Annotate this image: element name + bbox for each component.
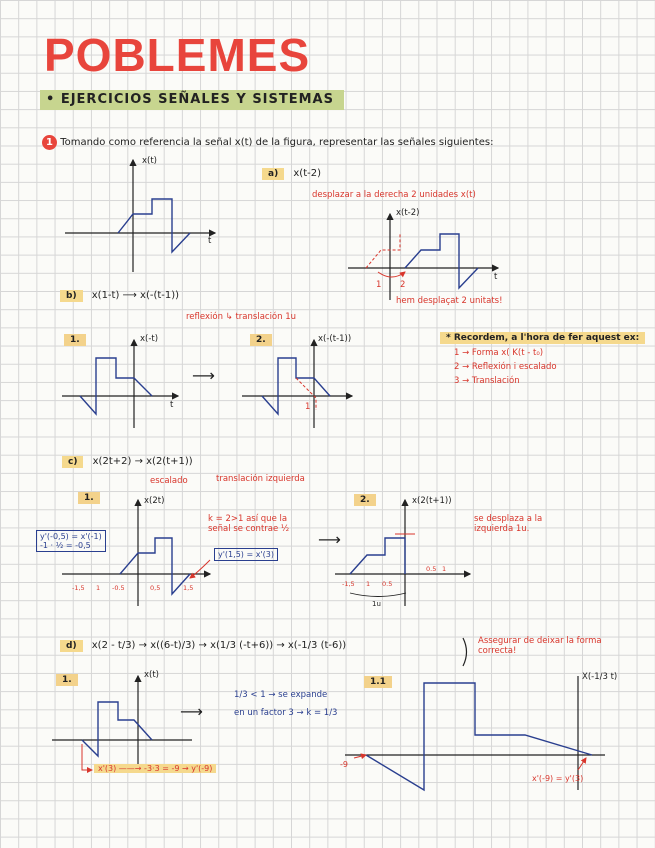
part-d-note: Assegurar de deixar la forma correcta!	[478, 636, 602, 656]
part-d-arrow: ⟶	[180, 702, 203, 721]
part-c	[62, 456, 193, 467]
part-d-tick-neg9: -9	[340, 760, 348, 769]
plot-x-minus-t	[62, 340, 178, 428]
page-title: POBLEMES	[44, 29, 311, 81]
box-y-neg05	[36, 530, 106, 552]
ghost-signal	[366, 234, 400, 268]
part-d-cond1: 1/3 < 1 → se expande	[234, 690, 328, 700]
c2-tick-4: 1	[442, 565, 447, 573]
label-x-minus-t1: x(-(t-1))	[318, 334, 352, 344]
part-a-note2: hem desplaçat 2 unitats!	[396, 296, 503, 306]
plot-xt	[65, 160, 215, 272]
c1-tick-0: -1,5	[72, 584, 85, 592]
label-t3: t	[170, 400, 174, 410]
c2-brace-label: 1u	[372, 600, 381, 608]
exercise-number: 1	[42, 135, 57, 150]
part-a-label: a)	[262, 168, 284, 180]
part-a-expr: x(t-2)	[293, 168, 321, 179]
part-a-note: desplazar a la derecha 2 unidades x(t)	[312, 190, 476, 200]
c2-tick-1: 1	[366, 580, 371, 588]
three-arrow	[578, 758, 586, 770]
box1b-text: -1 · ½ = -0,5	[40, 541, 91, 550]
remember-item-1: 1 → Forma x( K(t - t₀)	[454, 348, 544, 358]
label-xtd: x(t)	[144, 670, 159, 680]
box1a-text: y'(-0,5) = x'(-1)	[40, 532, 102, 541]
c1-tick-3: 0,5	[150, 584, 161, 592]
part-d-bottom-right: x'(-9) = y'(3)	[532, 774, 584, 783]
part-d-expr: x(2 - t/3) → x((6-t)/3) → x(1/3 (-t+6)) → x(-1/3 (t-6))	[91, 640, 347, 651]
label-x2t1: x(2(t+1))	[412, 496, 452, 506]
label-xt-minus2: x(t-2)	[396, 208, 420, 218]
signal-reflected	[80, 358, 152, 414]
label-t2: t	[494, 272, 498, 282]
remember-box	[440, 332, 645, 386]
part-c-note-r: se desplaza a la izquierda 1u.	[474, 514, 543, 534]
signal-c2	[350, 538, 405, 574]
signal-xt	[118, 199, 190, 252]
c2-tick-0: -1,5	[342, 580, 355, 588]
tick-a-2: 2	[400, 280, 406, 290]
part-c-note-tr: translación izquierda	[216, 474, 305, 484]
shift-arrow	[378, 272, 405, 277]
plot-xt-minus2	[348, 214, 498, 300]
part-c-step2: 2.	[354, 494, 376, 506]
label-x2t: x(2t)	[144, 496, 165, 506]
signal-b2	[262, 358, 330, 414]
part-c-label: c)	[62, 456, 83, 468]
label-x-minus-t: x(-t)	[140, 334, 159, 344]
part-d-label: d)	[60, 640, 83, 652]
box-y-15: y'(1,5) = x'(3)	[214, 548, 278, 561]
c1-tick-1: 1	[96, 584, 101, 592]
part-b	[60, 290, 179, 301]
box-arrow	[190, 560, 210, 578]
part-c-step1: 1.	[78, 492, 100, 504]
c2-tick-3: 0.5	[426, 565, 437, 573]
plot-xtd	[52, 676, 192, 770]
c1-tick-2: -0.5	[112, 584, 125, 592]
c1-tick-4: 1,5	[183, 584, 194, 592]
part-b-label: b)	[60, 290, 83, 302]
part-b-tick: 1	[305, 402, 311, 412]
part-b-expr: x(1-t) ⟶ x(-(t-1))	[91, 290, 180, 301]
plot-x-third	[345, 676, 605, 790]
part-d-bottom-note: x'(3) ——→ -3·3 = -9 → y'(-9)	[94, 764, 216, 773]
brace	[350, 593, 406, 597]
plot-x-minus-t1	[242, 340, 352, 428]
part-b-arrow: ⟶	[192, 366, 215, 385]
section-heading: • EJERCICIOS SEÑALES Y SISTEMAS	[40, 90, 344, 110]
remember-item-2: 2 → Reflexión i escalado	[454, 362, 557, 372]
part-b-note: reflexión ↳ translación 1u	[186, 312, 297, 322]
part-b-step2: 2.	[250, 334, 272, 346]
part-a	[262, 168, 321, 179]
tick-a-1: 1	[376, 280, 382, 290]
exercise-prompt-text: Tomando como referencia la señal x(t) de la figura, representar las señales siguientes:	[60, 137, 494, 148]
part-b-step1: 1.	[64, 334, 86, 346]
part-c-arrow: ⟶	[318, 530, 341, 549]
label-xt: x(t)	[142, 156, 157, 166]
label-x-third: X(-1/3 t)	[582, 672, 618, 682]
signal-d1	[82, 702, 152, 756]
part-c-expr: x(2t+2) → x(2(t+1))	[92, 456, 193, 467]
part-d-cond2: en un factor 3 → k = 1/3	[234, 708, 338, 718]
label-t: t	[208, 236, 212, 246]
signal-shifted	[405, 234, 478, 288]
remember-item-3: 3 → Translación	[454, 376, 520, 386]
part-d-step1: 1.	[56, 674, 78, 686]
brace-d	[463, 638, 467, 666]
c2-tick-2: 0.5	[382, 580, 393, 588]
part-d	[60, 640, 346, 651]
part-c-note-esc: escalado	[150, 476, 188, 486]
remember-title: * Recordem, a l'hora de fer aquest ex:	[440, 332, 645, 344]
part-d-step2: 1.1	[364, 676, 392, 688]
part-c-cond: k = 2>1 así que la señal se contrae ½	[208, 514, 290, 534]
plot-x2t1	[335, 500, 470, 606]
